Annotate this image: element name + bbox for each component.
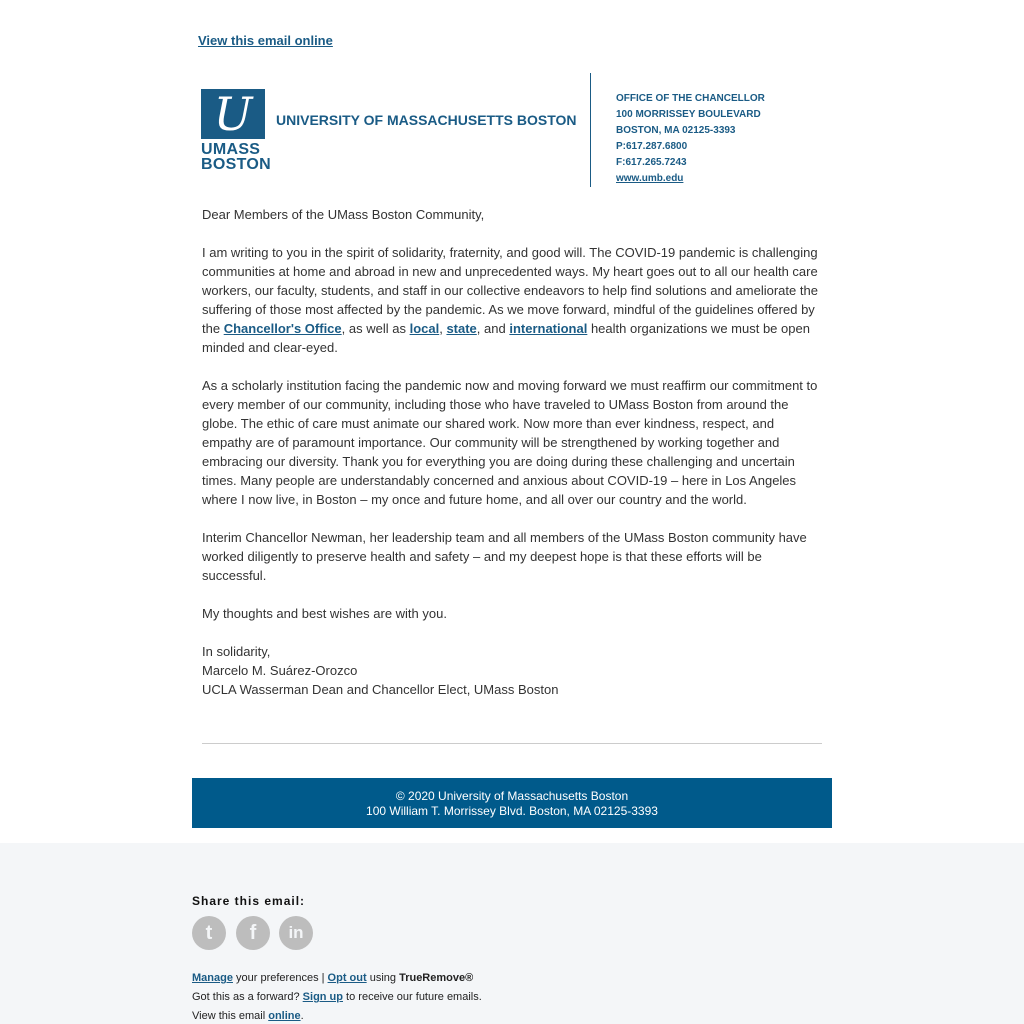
linkedin-icon[interactable]: in [279,916,313,950]
text: your preferences | [232,972,328,984]
view-online-link[interactable]: View this email online [198,33,333,48]
text: Got this as a forward? [192,991,303,1003]
text: View this email [192,1010,269,1022]
umass-boston-logo [201,87,271,173]
office-city: BOSTON, MA 02125-3393 [616,125,736,136]
logo-line2: BOSTON [201,156,271,173]
website-link[interactable]: www.umb.edu [616,173,684,184]
text: , and [476,321,510,336]
international-link[interactable]: international [509,321,588,336]
signer-name: Marcelo M. Suárez-Orozco [202,663,358,678]
preferences-line [192,971,473,985]
twitter-icon[interactable]: t [192,916,226,950]
forward-line [192,990,482,1004]
university-name: UNIVERSITY OF MASSACHUSETTS BOSTON [276,112,577,128]
trueremove: TrueRemove® [399,972,474,984]
divider [202,743,822,744]
text: , [439,321,447,336]
paragraph-2: As a scholarly institution facing the pandemic now and moving forward we must reaffirm our commitment to every member of our community, including those who have traveled to UMass Boston from around the globe. The ethic of care must animate our shared work. Now more than ever kindness, respect, and empathy are of paramount importance. Our community will be strengthened by working together and embracing our diversity. Thank you for everything you are doing during these challenging and uncertain times. Many people are understandably concerned and anxious about COVID-19 – here in Los Angeles where I now live, in Boston – my once and future home, and all over our country and the world. [202,378,818,507]
chancellors-office-link[interactable]: Chancellor's Office [223,321,342,336]
facebook-icon[interactable]: f [236,916,270,950]
closing: In solidarity, [202,644,271,659]
footer-address: 100 William T. Morrissey Blvd. Boston, MA 02125-3393 [366,804,658,818]
office-name: OFFICE OF THE CHANCELLOR [616,93,765,104]
sign-up-link[interactable]: Sign up [302,991,343,1003]
header-divider [590,73,591,187]
share-label: Share this email: [192,894,306,908]
text: health organizations we must be open minded and clear-eyed. [202,321,810,355]
text: , as well as [341,321,410,336]
text: using [366,972,400,984]
letter [202,205,824,699]
text: . [300,1010,304,1022]
online-link[interactable]: online [268,1010,301,1022]
signer-title: UCLA Wasserman Dean and Chancellor Elect, UMass Boston [202,682,559,697]
office-contact [616,91,765,187]
view-online-line [192,1009,304,1023]
text: I am writing to you in the spirit of solidarity, fraternity, and good will. The COVID-19 pandemic is challenging communities at home and abroad in new and unprecedented ways. My heart goes out to all our health care workers, our faculty, students, and staff in our collective endeavors to help find solutions and ameliorate the suffering of those most affected by the pandemic. As we move forward, mindful of the guidelines offered by the [202,245,818,336]
copyright: © 2020 University of Massachusetts Boston [395,789,629,803]
paragraph-4: My thoughts and best wishes are with you. [202,606,447,621]
greeting: Dear Members of the UMass Boston Community, [202,207,485,222]
state-link[interactable]: state [446,321,477,336]
local-link[interactable]: local [409,321,440,336]
office-street: 100 MORRISSEY BOULEVARD [616,109,761,120]
email-footer [0,843,1024,1024]
logo-mark: U [201,89,265,139]
opt-out-link[interactable]: Opt out [327,972,367,984]
text: to receive our future emails. [343,991,482,1003]
logo-line1: UMASS [201,141,261,158]
footer-bar [192,778,832,828]
manage-link[interactable]: Manage [192,972,233,984]
paragraph-1 [202,243,824,357]
office-fax: F:617.265.7243 [616,157,687,168]
office-phone: P:617.287.6800 [616,141,688,152]
paragraph-3: Interim Chancellor Newman, her leadership team and all members of the UMass Boston community have worked diligently to preserve health and safety – and my deepest hope is that these efforts will be successful. [202,530,807,583]
